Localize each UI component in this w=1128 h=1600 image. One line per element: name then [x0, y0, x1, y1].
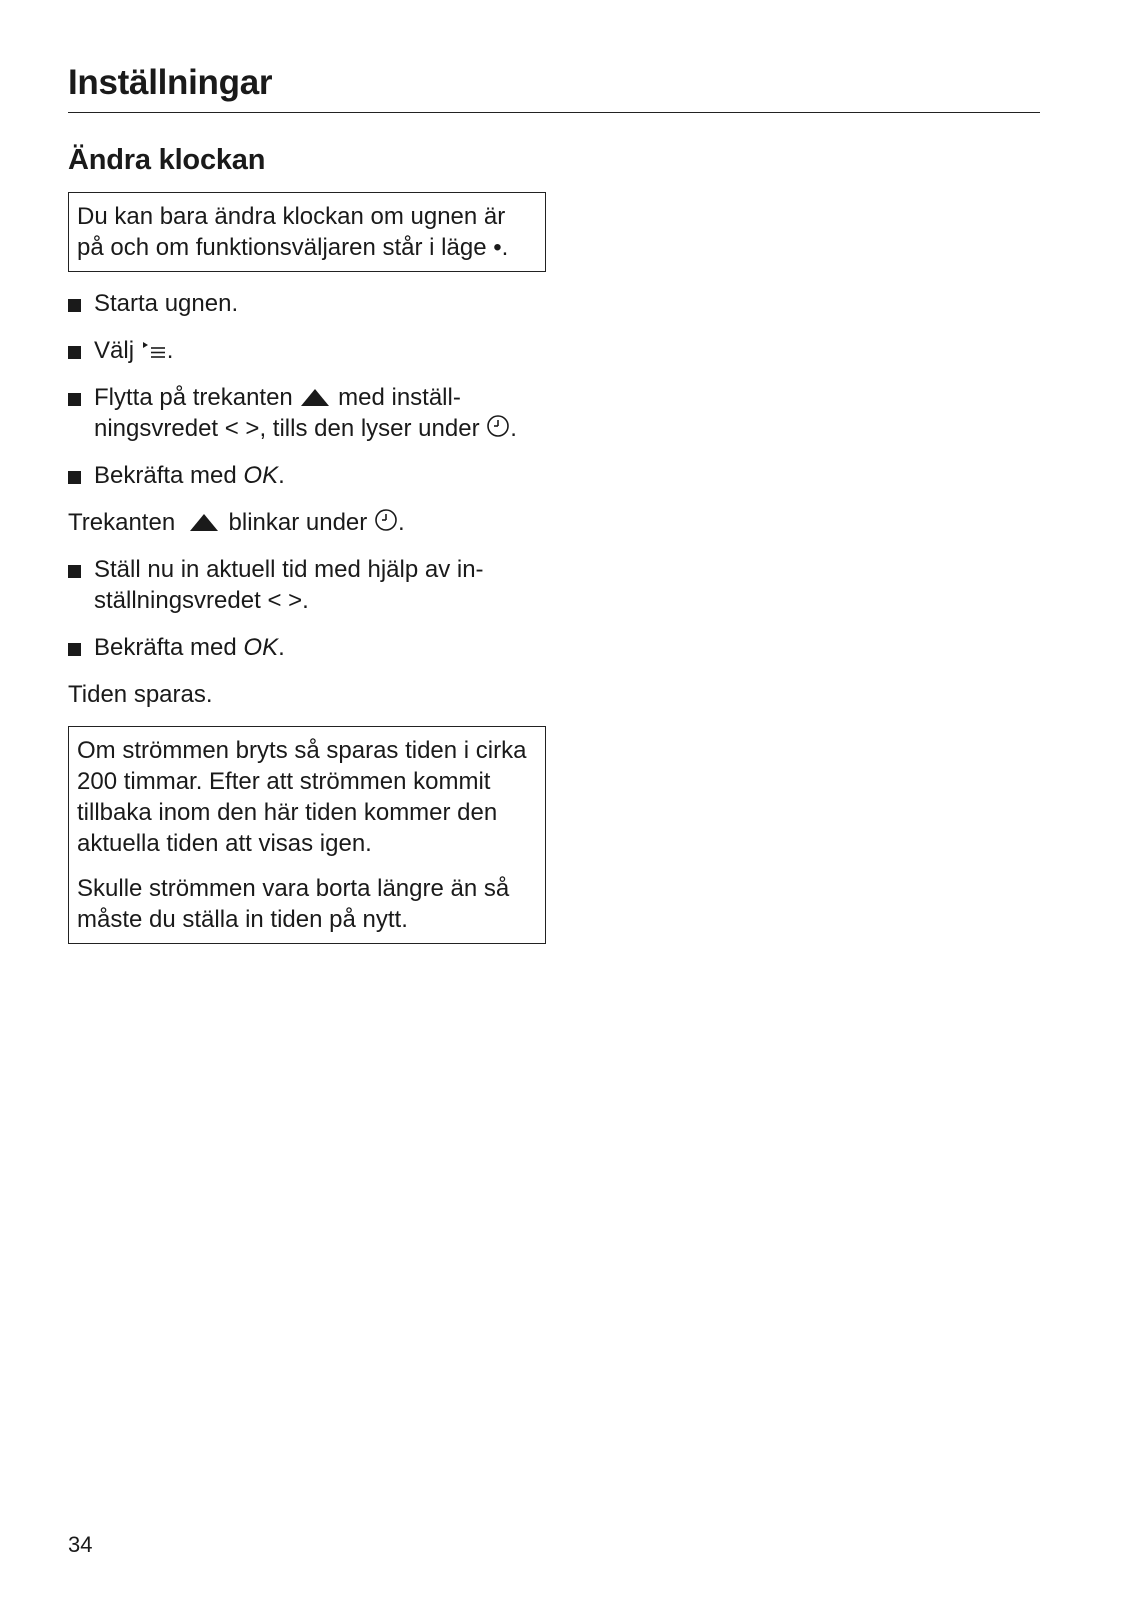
clock-icon	[374, 508, 398, 532]
arrows-symbol: < >	[267, 586, 303, 614]
page-title: Inställningar	[68, 63, 273, 102]
note-paragraph: Skulle strömmen vara borta längre än så måste du ställa in tiden på nytt.	[77, 874, 510, 933]
step-text: Ställ nu in aktuell tid med hjälp av in-ställningsvredet	[94, 555, 484, 614]
triangle-up-icon	[182, 512, 222, 532]
steps-list	[68, 288, 546, 491]
step-set-time	[68, 554, 546, 616]
step-confirm-ok	[68, 460, 546, 491]
note-box-power-outage	[68, 726, 546, 944]
header-rule	[68, 112, 1040, 113]
dot-symbol: •	[493, 233, 502, 261]
square-bullet-icon	[68, 565, 81, 578]
clock-icon	[486, 414, 510, 438]
time-saved-text: Tiden sparas.	[68, 680, 213, 708]
section-title: Ändra klockan	[68, 144, 266, 176]
arrows-symbol: < >	[224, 414, 260, 442]
step-select-settings	[68, 335, 546, 366]
steps-list-2	[68, 554, 546, 663]
paragraph-end: .	[397, 508, 405, 536]
triangle-blinks-text	[68, 507, 546, 538]
step-text: Välj	[94, 336, 135, 364]
square-bullet-icon	[68, 643, 81, 656]
page-number: 34	[68, 1532, 93, 1557]
ok-key-label: OK	[243, 633, 279, 661]
step-end: .	[278, 633, 285, 661]
step-end: .	[302, 586, 309, 614]
square-bullet-icon	[68, 346, 81, 359]
note-paragraph: Om strömmen bryts så sparas tiden i cirka 200 timmar. Efter att strömmen kommit tillbaka inom den här tiden kommer den aktuella tiden att visas igen.	[77, 736, 527, 857]
step-text: Starta ugnen.	[94, 289, 239, 317]
step-end: .	[510, 414, 517, 442]
note-text	[77, 201, 537, 263]
step-move-triangle	[68, 382, 546, 444]
note-end: .	[501, 233, 509, 261]
page-header	[68, 62, 1040, 113]
square-bullet-icon	[68, 393, 81, 406]
ok-key-label: OK	[243, 461, 279, 489]
square-bullet-icon	[68, 299, 81, 312]
settings-menu-icon	[141, 340, 167, 360]
step-text: Bekräfta med	[94, 461, 237, 489]
note-box-clock-condition	[68, 192, 546, 272]
step-end: .	[278, 461, 285, 489]
paragraph-text: Trekanten	[68, 508, 176, 536]
step-confirm-ok-2	[68, 632, 546, 663]
triangle-up-icon	[299, 387, 331, 407]
step-text: Bekräfta med	[94, 633, 237, 661]
step-text-middle: med inställ-ningsvredet	[94, 383, 461, 442]
square-bullet-icon	[68, 471, 81, 484]
step-end: .	[166, 336, 174, 364]
step-text-after: , tills den lyser under	[259, 414, 480, 442]
paragraph-text-middle: blinkar under	[228, 508, 368, 536]
note-main-text: Du kan bara ändra klockan om ugnen är på och om funktionsväljaren står i läge	[77, 202, 506, 261]
step-start-oven	[68, 288, 546, 319]
content-column	[68, 142, 546, 944]
step-text: Flytta på trekanten	[94, 383, 293, 411]
